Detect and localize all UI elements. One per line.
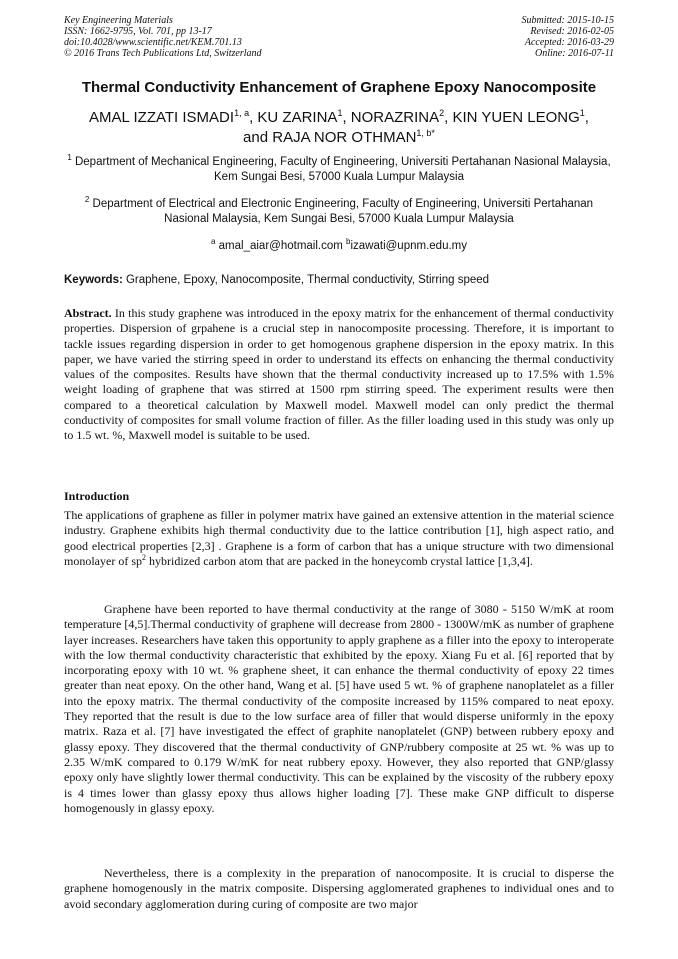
journal-issn: ISSN: 1662-9795, Vol. 701, pp 13-17 <box>64 26 212 37</box>
author-list <box>40 108 638 148</box>
abstract-label: Abstract. <box>64 306 112 320</box>
affiliation-2 <box>64 197 614 227</box>
date-online: Online: 2016-07-11 <box>535 48 614 59</box>
author-name: and RAJA NOR OTHMAN <box>243 129 417 146</box>
paragraph-text: hybridized carbon atom that are packed in the honeycomb crystal lattice [1,3,4]. <box>145 553 533 568</box>
author-emails <box>64 239 614 254</box>
affiliation-text: Department of Mechanical Engineering, Faculty of Engineering, Universiti Pertahanan Nasional Malaysia, Kem Sungai Besi, 57000 Kuala Lumpur Malaysia <box>71 156 611 183</box>
journal-doi: doi:10.4028/www.scientific.net/KEM.701.13 <box>64 37 242 48</box>
paragraph-text: The applications of graphene as filler in polymer matrix have gained an extensive attention in the material science industry. Graphene exhibits high thermal conductivity due to the lattice contribution [1], high aspect ratio, and good electrical properties [2,3] . Graphene is a form of carbon that has a unique structure with two dimensional monolayer of sp <box>64 508 614 568</box>
abstract-text: In this study graphene was introduced in the epoxy matrix for the enhancement of thermal conductivity properties. Dispersion of grpahene is a crucial step in nanocomposite processing. Therefore, it is important to tackle issues regarding dispersion in order to get homogenous graphene dispersion in the epoxy matrix. In this paper, we have varied the stirring speed in order to understand its effects on enhancing the thermal conductivity values of the composites. Results have shown that the thermal conductivity increased up to 17.5% with 1.5% weight loading of graphene that was stirred at 1500 rpm stirring speed. The experiment results were then compared to a theoretical calculation by Maxwell model. Maxwell model can only predict the thermal conductivity of composites for small volume fraction of filler. As the filler loading used in this study was only up to 1.5 wt. %, Maxwell model is suitable to be used. <box>64 306 614 443</box>
author-affiliation-marker: 1, b* <box>416 128 435 138</box>
email-marker: a <box>211 237 216 246</box>
introduction-heading: Introduction <box>64 489 130 503</box>
date-accepted: Accepted: 2016-03-29 <box>524 37 614 48</box>
journal-copyright: © 2016 Trans Tech Publications Ltd, Switzerland <box>64 48 262 59</box>
author-affiliation-marker: 1 <box>579 108 585 118</box>
affiliation-marker: 2 <box>84 195 90 204</box>
introduction-paragraph-2: Graphene have been reported to have thermal conductivity at the range of 3080 - 5150 W/mK at room temperature [4,5].Thermal conductivity of graphene will decrease from 2800 - 1300W/mK as number of graphene layer increases. Researchers have taken this opportunity to apply graphene as a filler into the epoxy to interoperate with the low thermal conductivity characteristic that exhibited by the epoxy. Xiang Fu et al. [6] reported that by incorporating epoxy with 10 wt. % graphene sheet, it can enhance the thermal conductivity of epoxy 22 times greater than neat epoxy. On the other hand, Wang et al. [5] have used 5 wt. % of graphene nanoplatelet as a filler into the epoxy matrix. The thermal conductivity of the composite increased by 115% compared to neat epoxy. They reported that the result is due to the low surface area of filler that would disperse uniformly in the epoxy matrix. Raza et al. [7] have investigated the effect of graphite nanoplatelet (GNP) between rubbery epoxy and glassy epoxy. They discovered that the thermal conductivity of GNP/rubbery composite at 25 wt. % was up to 2.35 W/mK compared to 0.179 W/mK for neat rubbery epoxy. However, they also reported that GNP/glassy epoxy only have slightly lower thermal conductivity. This can be explained by the viscosity of the rubbery epoxy is 4 times lower than glassy epoxy thus allows higher loading [7]. These make GNP difficult to disperse homogenously in glassy epoxy. <box>64 602 614 815</box>
journal-name: Key Engineering Materials <box>64 15 173 26</box>
affiliation-text: Department of Electrical and Electronic Engineering, Faculty of Engineering, Universiti Pertahanan Nasional Malaysia, Kem Sungai Besi, 57000 Kuala Lumpur Malaysia <box>89 198 594 225</box>
keywords <box>64 273 624 288</box>
journal-header-left <box>64 15 262 59</box>
keywords-text: Graphene, Epoxy, Nanocomposite, Thermal conductivity, Stirring speed <box>122 274 490 286</box>
email-address: izawati@upnm.edu.my <box>350 240 467 252</box>
date-submitted: Submitted: 2015-10-15 <box>521 15 614 26</box>
email-marker: b <box>346 237 351 246</box>
superscript: 2 <box>141 552 146 562</box>
author-name: , KIN YUEN LEONG <box>444 109 580 126</box>
email-address: amal_aiar@hotmail.com <box>215 240 347 252</box>
author-name: , KU ZARINA <box>249 109 338 126</box>
affiliation-marker: 1 <box>67 153 72 162</box>
paper-title: Thermal Conductivity Enhancement of Graphene Epoxy Nanocomposite <box>81 79 597 96</box>
abstract <box>64 306 614 444</box>
author-affiliation-marker: 2 <box>439 108 445 118</box>
author-name: , NORAZRINA <box>342 109 440 126</box>
author-separator: , <box>584 109 589 126</box>
introduction-paragraph-1 <box>64 508 614 569</box>
author-name: AMAL IZZATI ISMADI <box>89 109 235 126</box>
keywords-label: Keywords: <box>64 274 123 286</box>
introduction-paragraph-3: Nevertheless, there is a complexity in the preparation of nanocomposite. It is crucial to disperse the graphene homogenously in the matrix composite. Dispersing agglomerated graphenes to individual ones and to avoid secondary agglomeration during curing of composite are two major <box>64 866 614 911</box>
date-revised: Revised: 2016-02-05 <box>530 26 614 37</box>
journal-header-right <box>522 15 615 59</box>
affiliation-1 <box>64 155 614 185</box>
author-affiliation-marker: 1 <box>337 108 343 118</box>
author-affiliation-marker: 1, a <box>234 108 250 118</box>
